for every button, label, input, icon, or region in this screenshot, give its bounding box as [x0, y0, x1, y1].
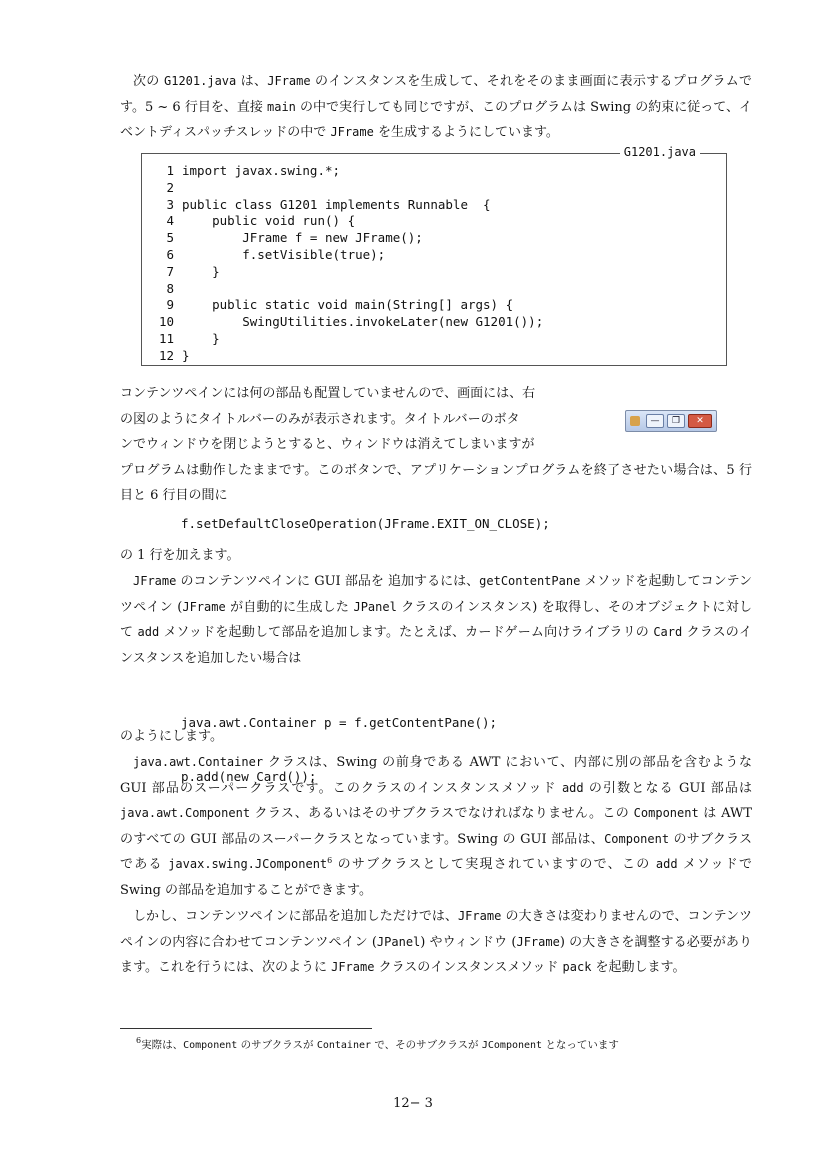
- text: の大きさは変わりませんので、コンテンツペインの内容に合わせてコンテンツペイン (: [120, 909, 752, 950]
- code-line: [150, 247, 543, 264]
- line-number: 2: [166, 179, 174, 195]
- code-text: JFrame f = new JFrame();: [182, 230, 423, 246]
- code-class: JPanel: [353, 599, 397, 614]
- container-paragraph: [120, 750, 752, 903]
- text: 次の: [133, 74, 164, 89]
- code-line: [150, 197, 543, 214]
- text: が自動的に生成した: [225, 599, 354, 615]
- code-class: java.awt.Component: [120, 806, 251, 820]
- text: を起動します。: [591, 960, 686, 975]
- line-number: 3: [166, 196, 174, 212]
- text: は、: [236, 74, 268, 89]
- text: のサブクラスが: [237, 1039, 317, 1051]
- code-text: }: [182, 347, 190, 363]
- close-icon: ✕: [688, 414, 712, 428]
- code-text: f.setVisible(true);: [182, 246, 386, 262]
- code-class: JFrame: [330, 125, 374, 139]
- code-line: [150, 331, 543, 348]
- text: の引数となる GUI 部品は: [583, 780, 752, 796]
- java-app-icon: [630, 416, 640, 426]
- code-line: [150, 264, 543, 281]
- code-method: add: [655, 857, 678, 871]
- line-number: 9: [166, 297, 174, 313]
- code-line: [150, 180, 543, 197]
- text: クラスのインスタンスを追加したい場合は: [120, 625, 752, 666]
- code-line: [150, 314, 543, 331]
- code-class: Component: [604, 831, 670, 846]
- code-class: JFrame: [516, 934, 560, 949]
- code-line: java.awt.Container p = f.getContentPane();: [181, 715, 498, 730]
- line-number: 6: [166, 246, 174, 262]
- text: を生成するようにしています。: [373, 125, 559, 140]
- intro-paragraph: [120, 69, 752, 146]
- text: の中で実行しても同じですが、このプログラムは Swing の約束に従って、イベントディスパッチスレッドの中で: [120, 99, 752, 140]
- code-listing-title: G1201.java: [620, 145, 700, 159]
- window-titlebar-figure: [625, 410, 717, 432]
- line-number: 7: [166, 263, 174, 279]
- line-number: 5: [166, 230, 174, 246]
- text: となっています: [542, 1039, 619, 1051]
- code-text: }: [182, 330, 220, 346]
- code-line: [150, 163, 543, 180]
- code-method: pack: [562, 960, 592, 974]
- code-class: JPanel: [376, 934, 421, 949]
- paragraph: の 1 行を加えます。: [120, 548, 240, 563]
- text: クラスのインスタンス) を取得し、そのオブジェクトに対して: [120, 599, 752, 640]
- code-class: JFrame: [457, 909, 502, 923]
- text: クラスのインスタンスメソッド: [374, 960, 563, 975]
- code-class: JFrame: [182, 599, 226, 614]
- code-line: [150, 297, 543, 314]
- code-class: JFrame: [133, 574, 177, 588]
- content-pane-paragraph: [120, 569, 752, 671]
- code-method: main: [267, 99, 296, 114]
- text: メソッドで Swing の部品を追加することができます。: [120, 857, 752, 898]
- code-class: JFrame: [267, 74, 311, 88]
- code-lines: [150, 163, 543, 365]
- line-number: 10: [158, 314, 174, 330]
- code-line: p.add(new Card());: [181, 769, 317, 784]
- pack-paragraph: [120, 904, 752, 981]
- code-filename: G1201.java: [164, 74, 237, 88]
- code-class: JFrame: [331, 960, 375, 974]
- code-line: [150, 213, 543, 230]
- footnote-ref: 6: [327, 856, 333, 865]
- code-method: add: [561, 780, 584, 795]
- text: 実際は、: [141, 1039, 184, 1051]
- code-line: [150, 281, 543, 298]
- text: で、そのサブクラスが: [371, 1039, 482, 1051]
- text: ) の大きさを調整する必要があります。これを行うには、次のように: [120, 934, 752, 975]
- code-snippet-close-operation: f.setDefaultCloseOperation(JFrame.EXIT_ON_CLOSE);: [181, 516, 550, 531]
- text: は AWT のすべての GUI 部品のスーパークラスとなっています。Swing の GUI 部品は、: [120, 806, 752, 847]
- line-number: 8: [166, 280, 174, 296]
- code-line: [150, 230, 543, 247]
- titlebar-paragraph: [120, 381, 752, 509]
- maximize-icon: ❐: [667, 414, 685, 428]
- text: プログラムは動作したままです。このボタンで、アプリケーションプログラムを終了させたい場合は、5 行目と 6 行目の間に: [120, 462, 752, 503]
- text-line: ンでウィンドウを閉じようとすると、ウィンドウは消えてしまいますが: [120, 437, 535, 452]
- code-class: JComponent: [481, 1040, 543, 1051]
- code-text: public static void main(String[] args) {: [182, 297, 514, 313]
- code-text: public void run() {: [182, 213, 356, 229]
- text: クラスは、Swing の前身である AWT において、内部に別の部品を含むような GUI 部品のスーパークラスです。このクラスのインスタンスメソッド: [120, 755, 752, 796]
- text: のサブクラスである: [120, 831, 752, 872]
- footnote-rule: [120, 1028, 372, 1029]
- text: のインスタンスを生成して、それをそのまま画面に表示するプログラムです。5 ~ 6 行目を、直接: [120, 74, 752, 115]
- code-class: Component: [183, 1040, 238, 1051]
- code-class: Card: [653, 625, 683, 639]
- footnote: [136, 1038, 619, 1053]
- text-line: コンテンツペインには何の部品も配置していませんので、画面には、右: [120, 386, 536, 401]
- page-number: 12− 3: [393, 1096, 433, 1111]
- text: メソッドを起動してコンテンツペイン (: [120, 574, 752, 615]
- line-number: 4: [166, 213, 174, 229]
- code-method: add: [137, 625, 160, 639]
- code-class: java.awt.Container: [133, 755, 264, 769]
- code-class: Container: [316, 1040, 372, 1051]
- text: クラス、あるいはそのサブクラスでなければなりません。この: [250, 806, 634, 821]
- code-class: Component: [633, 806, 699, 820]
- code-class: javax.swing.JComponent: [168, 857, 328, 871]
- line-number: 12: [158, 347, 174, 363]
- footnote-mark: 6: [136, 1036, 142, 1045]
- text: ) やウィンドウ (: [420, 934, 517, 950]
- code-method: getContentPane: [479, 574, 581, 588]
- minimize-icon: —: [646, 414, 664, 428]
- text: のコンテンツペインに GUI 部品を 追加するには、: [176, 574, 480, 589]
- code-listing: [141, 145, 727, 366]
- code-line: [150, 348, 543, 365]
- text: メソッドを起動して部品を追加します。たとえば、カードゲーム向けライブラリの: [159, 625, 654, 640]
- text-line: の図のようにタイトルバーのみが表示されます。タイトルバーのボタ: [120, 411, 520, 427]
- text: のサブクラスとして実現されていますので、この: [332, 857, 656, 872]
- line-number: 11: [158, 330, 174, 346]
- text: しかし、コンテンツペインに部品を追加しただけでは、: [133, 909, 458, 924]
- line-number: 1: [166, 163, 174, 178]
- code-text: import javax.swing.*;: [182, 163, 341, 178]
- code-text: SwingUtilities.invokeLater(new G1201());: [182, 314, 544, 330]
- code-text: public class G1201 implements Runnable {: [182, 196, 491, 212]
- paragraph: のようにします。: [120, 729, 223, 744]
- code-text: }: [182, 263, 220, 279]
